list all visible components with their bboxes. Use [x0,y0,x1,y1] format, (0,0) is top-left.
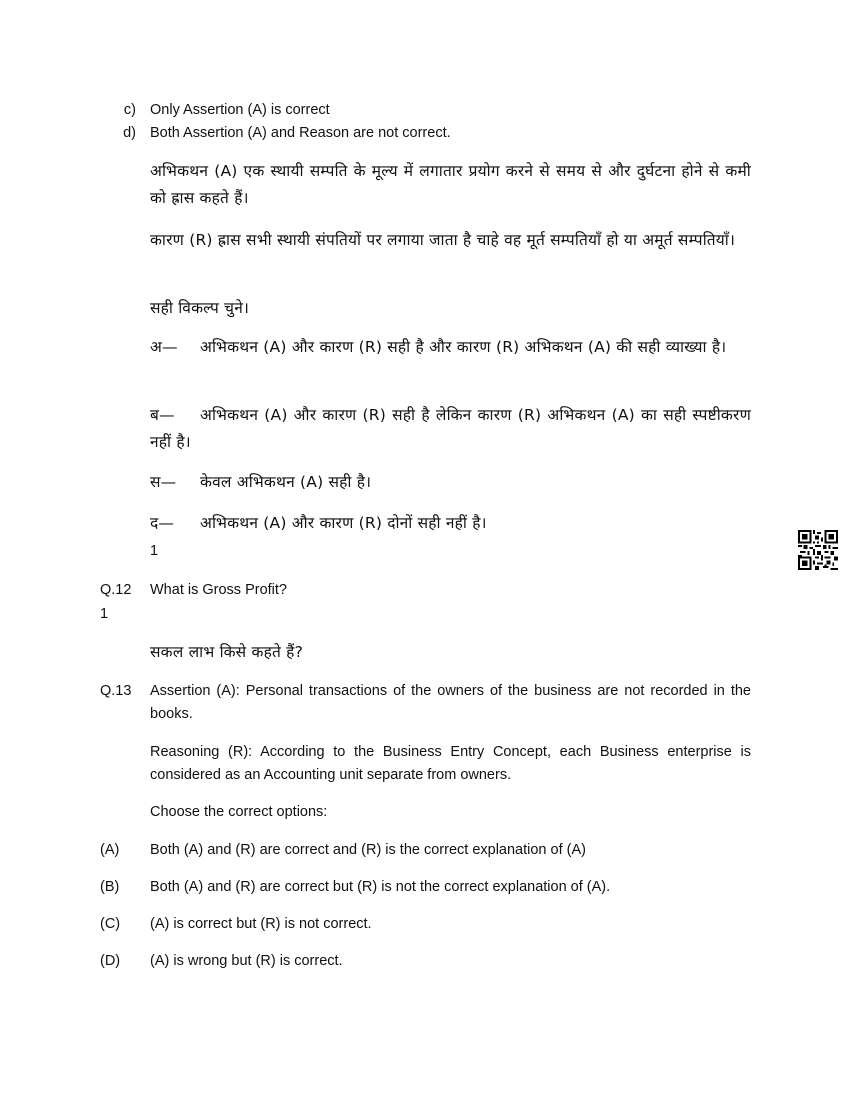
hindi-option-marker: ब— [150,406,175,424]
option-c-marker: c) [123,102,136,118]
q13-prompt: Choose the correct options: [150,804,328,820]
hindi-option-text: अभिकथन (A) और कारण (R) दोनों सही नहीं है। [200,514,487,532]
option-d-marker: d) [123,125,136,141]
q13-option-marker: (D) [100,953,121,969]
q11-marks: 1 [150,543,159,559]
qr-code-icon [798,530,838,570]
q13-number: Q.13 [100,683,132,699]
hindi-prompt: सही विकल्प चुने। [150,299,250,317]
q13-reasoning: Reasoning (R): According to the Business Entry Concept, each Business enterprise is considered as an Accounting unit separate from owners. [150,744,751,783]
hindi-option-text: केवल अभिकथन (A) सही है। [200,473,372,491]
option-c-text: Only Assertion (A) is correct [150,102,330,118]
hindi-reason: कारण (R) ह्रास सभी स्थायी संपतियों पर लगाया जाता है चाहे वह मूर्त सम्पतियाँ हो या अमूर्त सम्पतियाँ। [150,231,736,249]
hindi-option-marker: अ— [150,338,178,356]
q13-assertion: Assertion (A): Personal transactions of the owners of the business are not recorded in the books. [150,683,751,722]
q12-hindi-text: सकल लाभ किसे कहते हैं? [150,643,304,661]
q13-option-text: (A) is correct but (R) is not correct. [150,916,372,932]
hindi-assertion: अभिकथन (A) एक स्थायी सम्पति के मूल्य में लगातार प्रयोग करने से समय से और दुर्घटना होने से कमी को ह्रास कहते हैं। [150,162,751,207]
hindi-option-text: अभिकथन (A) और कारण (R) सही है और कारण (R) अभिकथन (A) की सही व्याख्या है। [200,338,727,356]
q13-option-marker: (B) [100,879,120,895]
q12-marks: 1 [100,606,109,622]
q13-option-marker: (A) [100,842,120,858]
hindi-option-marker: स— [150,473,177,491]
q12-number: Q.12 [100,582,132,598]
hindi-option-text: अभिकथन (A) और कारण (R) सही है लेकिन कारण (R) अभिकथन (A) का सही स्पष्टीकरण नहीं है। [150,406,751,451]
q13-option-marker: (C) [100,916,121,932]
q13-option-text: Both (A) and (R) are correct and (R) is the correct explanation of (A) [150,842,586,858]
option-d-text: Both Assertion (A) and Reason are not correct. [150,125,451,141]
hindi-option-marker: द— [150,514,175,532]
q13-option-text: (A) is wrong but (R) is correct. [150,953,343,969]
q13-option-text: Both (A) and (R) are correct but (R) is not the correct explanation of (A). [150,879,611,895]
q12-text: What is Gross Profit? [150,582,287,598]
